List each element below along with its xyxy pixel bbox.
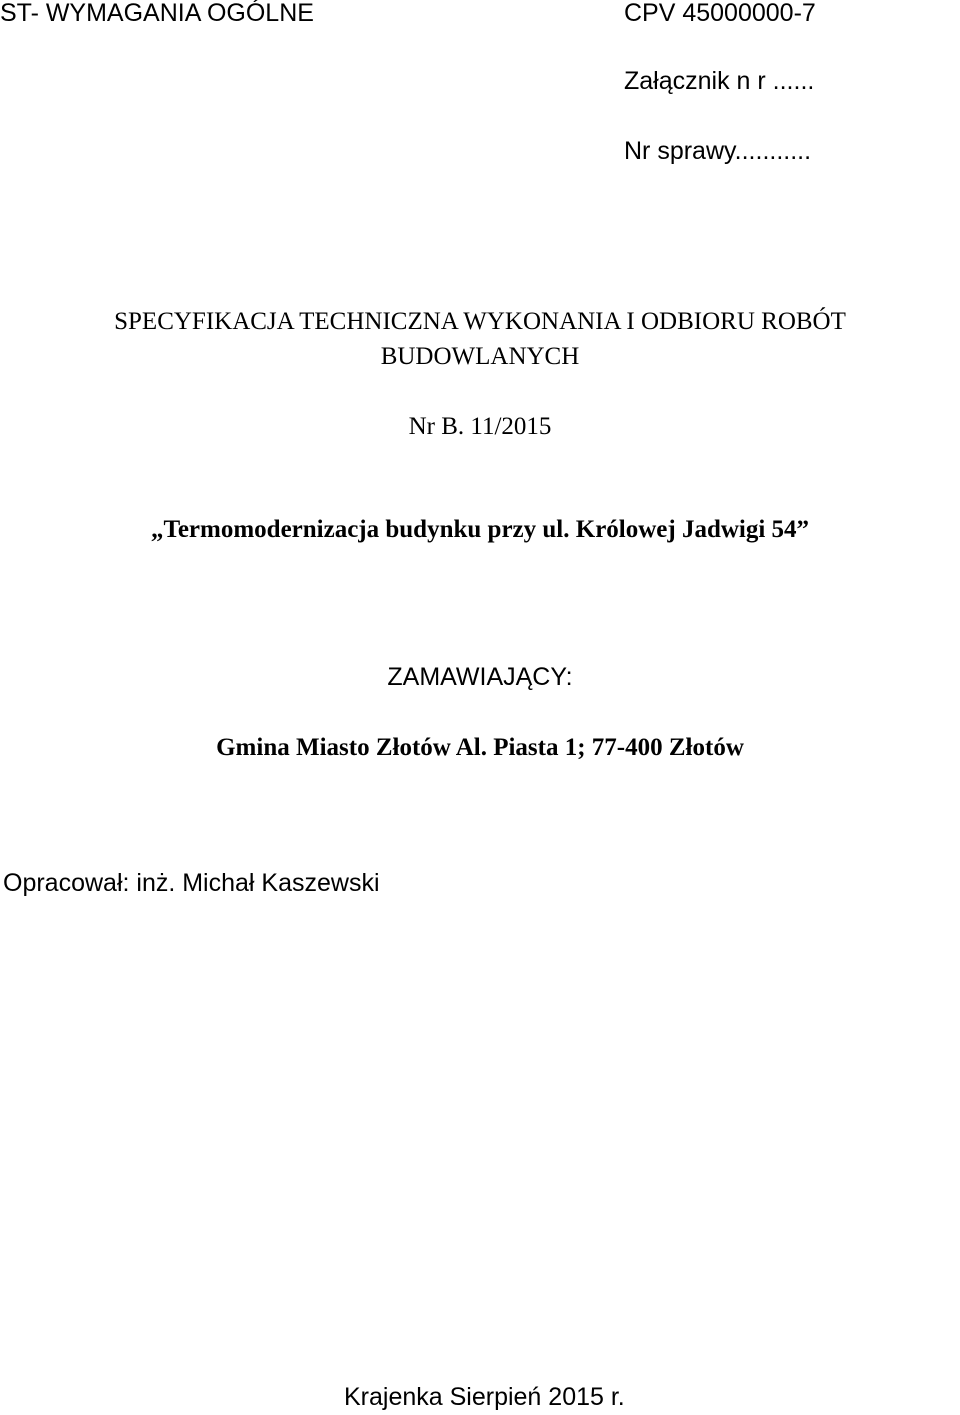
- project-name: „Termomodernizacja budynku przy ul. Królowej Jadwigi 54”: [150, 516, 810, 543]
- place-and-date: Krajenka Sierpień 2015 r.: [344, 1383, 625, 1411]
- case-number: Nr sprawy...........: [624, 137, 812, 165]
- document-title-line-2: BUDOWLANYCH: [380, 343, 580, 370]
- document-category: ST- WYMAGANIA OGÓLNE: [0, 0, 314, 27]
- document-title-line-1: SPECYFIKACJA TECHNICZNA WYKONANIA I ODBIORU ROBÓT: [114, 308, 846, 335]
- annex-number: Załącznik n r ......: [624, 67, 815, 95]
- orderer-label: ZAMAWIAJĄCY:: [387, 663, 573, 691]
- prepared-by: Opracował: inż. Michał Kaszewski: [3, 869, 380, 897]
- specification-number: Nr B. 11/2015: [408, 413, 552, 440]
- orderer-name: Gmina Miasto Złotów Al. Piasta 1; 77-400 Złotów: [216, 734, 744, 761]
- cpv-code: CPV 45000000-7: [624, 0, 816, 27]
